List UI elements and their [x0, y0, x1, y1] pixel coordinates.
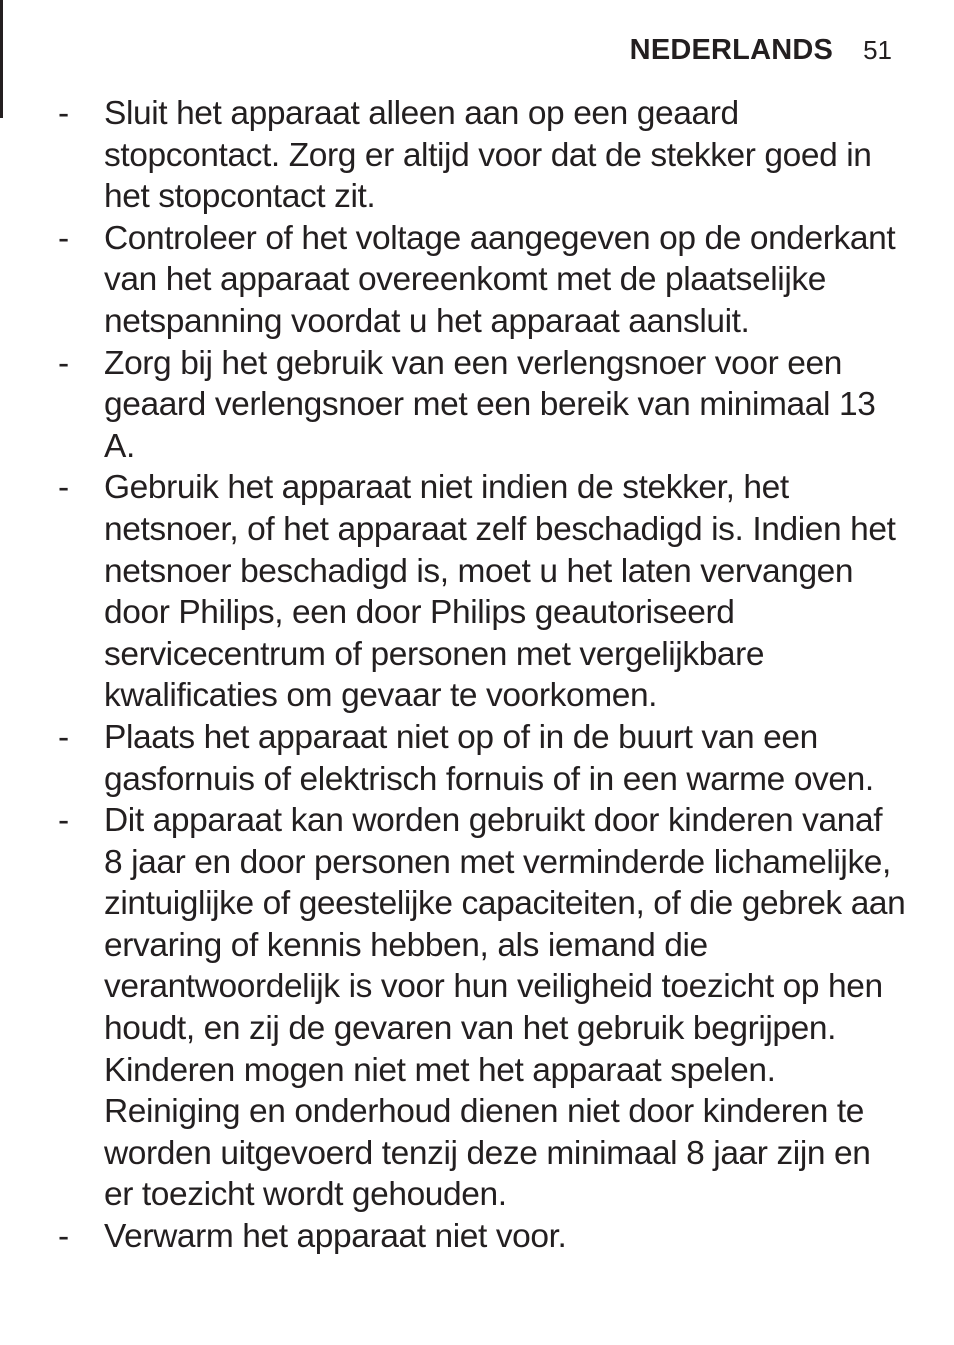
list-item-text: Sluit het apparaat alleen aan op een geaard stopcontact. Zorg er altijd voor dat de stekker goed in het stopcontact zit. [104, 95, 872, 216]
bullet-dash: - [58, 219, 69, 257]
list-item [58, 467, 908, 717]
section-title: NEDERLANDS [629, 34, 834, 66]
bullet-dash: - [58, 718, 69, 756]
list-item [58, 1216, 908, 1258]
list-item-text: Plaats het apparaat niet op of in de buurt van een gasfornuis of elektrisch fornuis of in een warme oven. [104, 718, 874, 798]
list-item-text: Zorg bij het gebruik van een verlengsnoer voor een geaard verlengsnoer met een bereik van minimaal 13 A. [104, 344, 876, 465]
bullet-dash: - [58, 344, 69, 382]
page-header [630, 34, 892, 67]
page-edge-mark [0, 0, 3, 118]
list-item [58, 218, 908, 343]
list-item-text: Verwarm het apparaat niet voor. [104, 1218, 567, 1256]
list-item [58, 93, 908, 218]
bullet-dash: - [58, 469, 69, 507]
safety-warnings-list [58, 93, 908, 1258]
list-item [58, 717, 908, 800]
list-item-text: Gebruik het apparaat niet indien de stekker, het netsnoer, of het apparaat zelf beschadigd is. Indien het netsnoer beschadigd is, moet u het laten vervangen door Philips, een door Philips geautoriseerd servicecentrum of personen met vergelijkbare kwalificaties om gevaar te voorkomen. [104, 469, 896, 715]
list-item [58, 800, 908, 1216]
bullet-dash: - [58, 95, 69, 132]
list-item-text: Dit apparaat kan worden gebruikt door kinderen vanaf 8 jaar en door personen met verminderde lichamelijke, zintuiglijke of geestelijke capaciteiten, of die gebrek aan ervaring of kennis hebben, als iemand die verantwoordelijk is voor hun veiligheid toezicht op hen houdt, en zij de gevaren van het gebruik begrijpen. Kinderen mogen niet met het apparaat spelen. Reiniging en onderhoud dienen niet door kinderen te worden uitgevoerd tenzij deze minimaal 8 jaar zijn en er toezicht wordt gehouden. [104, 802, 906, 1214]
bullet-dash: - [58, 802, 69, 840]
list-item [58, 343, 908, 468]
list-item-text: Controleer of het voltage aangegeven op de onderkant van het apparaat overeenkomt met de plaatselijke netspanning voordat u het apparaat aansluit. [104, 219, 896, 340]
bullet-dash: - [58, 1218, 69, 1256]
page-number: 51 [863, 35, 892, 65]
